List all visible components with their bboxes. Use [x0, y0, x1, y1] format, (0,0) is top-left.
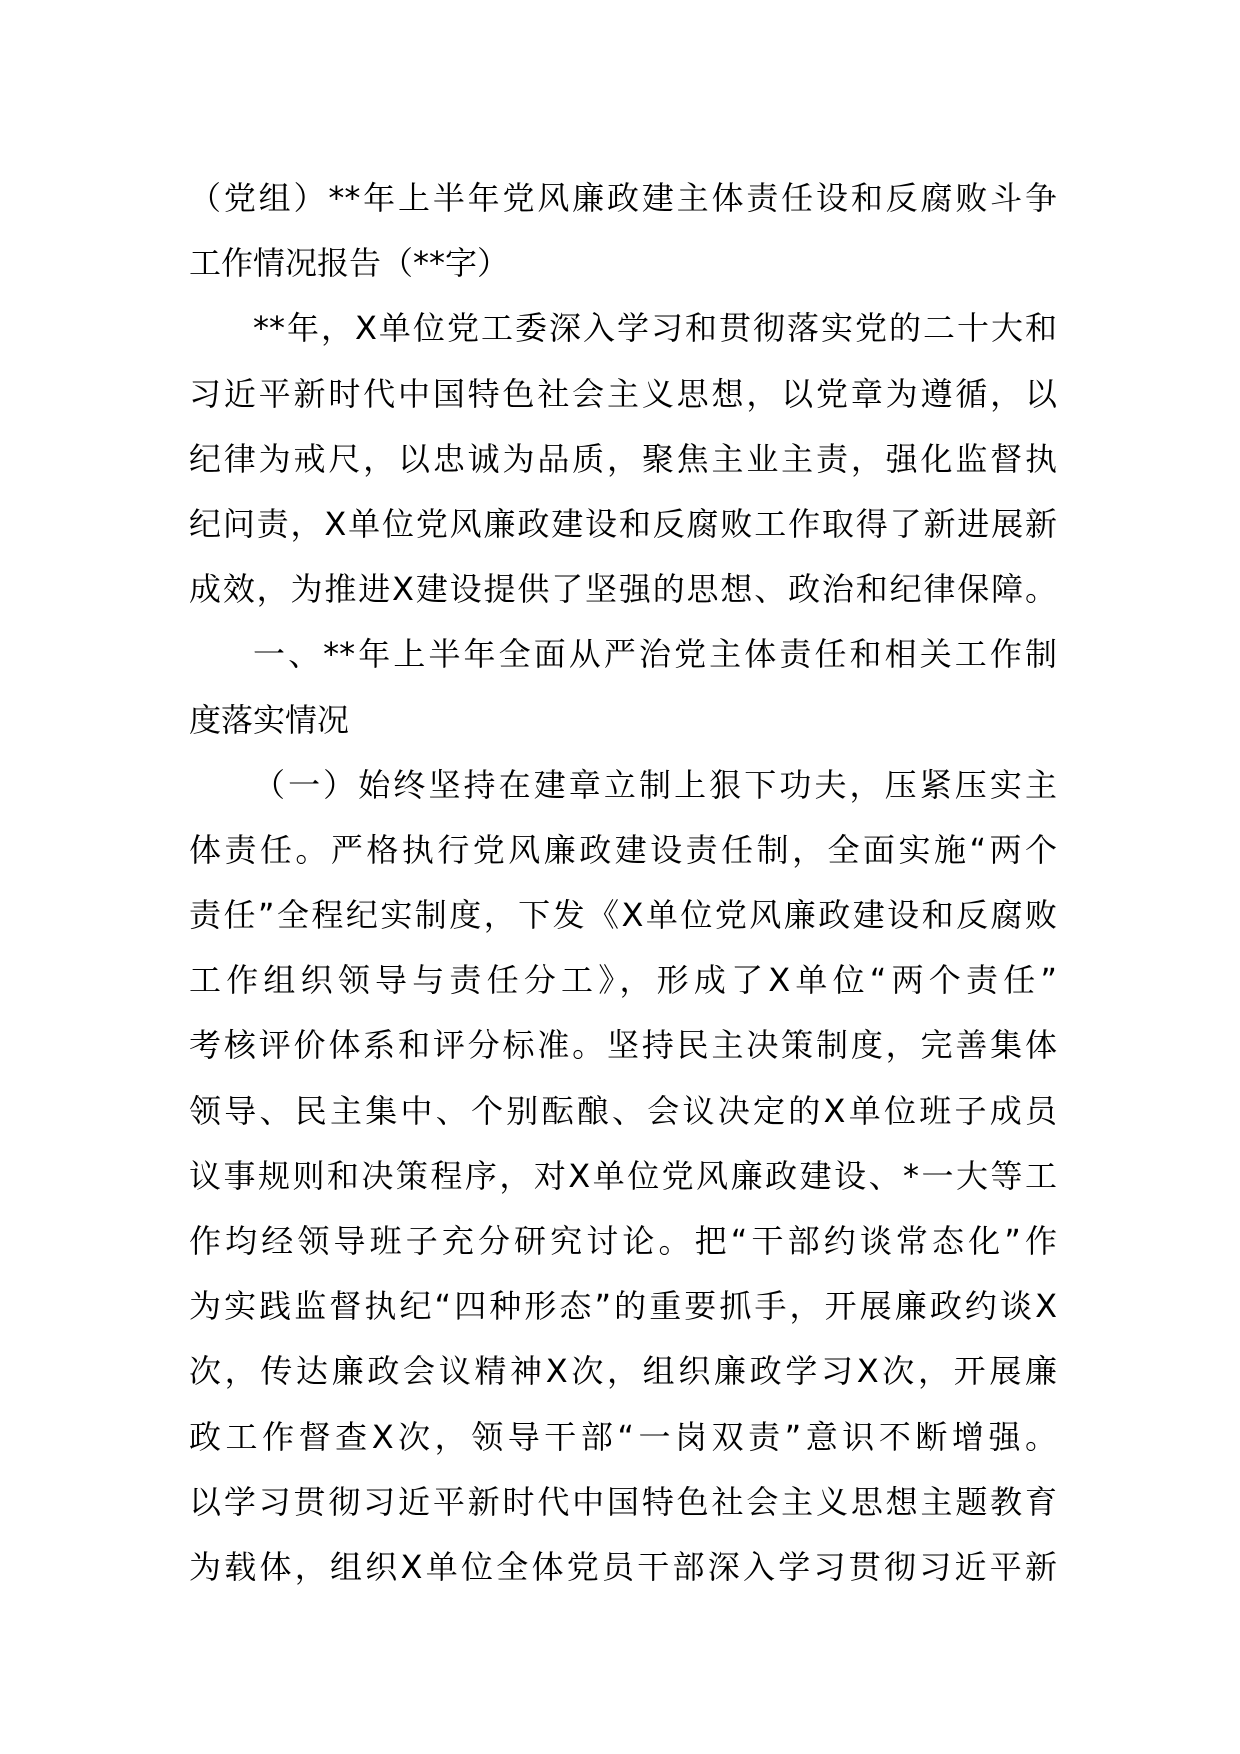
text-line: 政工作督查X次，领导干部“一岗双责”意识不断增强。 — [189, 1417, 1057, 1456]
section-heading-1 — [189, 622, 1057, 752]
text-line: 责任”全程纪实制度，下发《X单位党风廉政建设和反腐败 — [189, 896, 1057, 935]
document-title — [189, 166, 1057, 296]
text-line: 工作组织领导与责任分工》，形成了X单位“两个责任” — [189, 961, 1057, 1000]
text-line: 作均经领导班子充分研究讨论。把“干部约谈常态化”作 — [189, 1222, 1057, 1260]
text-line: 议事规则和决策程序，对X单位党风廉政建设、*一大等工 — [189, 1156, 1057, 1195]
text-line: 成效，为推进X建设提供了坚强的思想、政治和纪律保障。 — [189, 570, 1057, 609]
text-line: 考核评价体系和评分标准。坚持民主决策制度，完善集体 — [189, 1026, 1057, 1065]
text-line: **年，X单位党工委深入学习和贯彻落实党的二十大和 — [253, 309, 1057, 348]
text-line: 习近平新时代中国特色社会主义思想，以党章为遵循，以 — [189, 374, 1057, 413]
text-line: （一）始终坚持在建章立制上狠下功夫，压紧压实主 — [253, 765, 1057, 804]
paragraph-subsection-1 — [189, 753, 1057, 1600]
text-line: 纪问责，X单位党风廉政建设和反腐败工作取得了新进展新 — [189, 504, 1057, 543]
heading-line: 度落实情况 — [189, 700, 350, 739]
document-page — [189, 166, 1057, 1600]
title-line: （党组）**年上半年党风廉政建主体责任设和反腐败斗争 — [189, 179, 1057, 217]
text-line: 以学习贯彻习近平新时代中国特色社会主义思想主题教育 — [189, 1482, 1057, 1521]
paragraph-intro — [189, 296, 1057, 622]
text-line: 纪律为戒尺，以忠诚为品质，聚焦主业主责，强化监督执 — [189, 439, 1057, 478]
text-line: 领导、民主集中、个别酝酿、会议决定的X单位班子成员 — [189, 1091, 1057, 1130]
text-line: 次，传达廉政会议精神X次，组织廉政学习X次，开展廉 — [189, 1352, 1057, 1391]
title-line: 工作情况报告（**字） — [189, 244, 510, 283]
text-line: 为载体，组织X单位全体党员干部深入学习贯彻习近平新 — [189, 1547, 1057, 1586]
text-line: 体责任。严格执行党风廉政建设责任制，全面实施“两个 — [189, 830, 1057, 869]
text-line: 为实践监督执纪“四种形态”的重要抓手，开展廉政约谈X — [189, 1287, 1057, 1326]
heading-line: 一、**年上半年全面从严治党主体责任和相关工作制 — [253, 635, 1057, 674]
